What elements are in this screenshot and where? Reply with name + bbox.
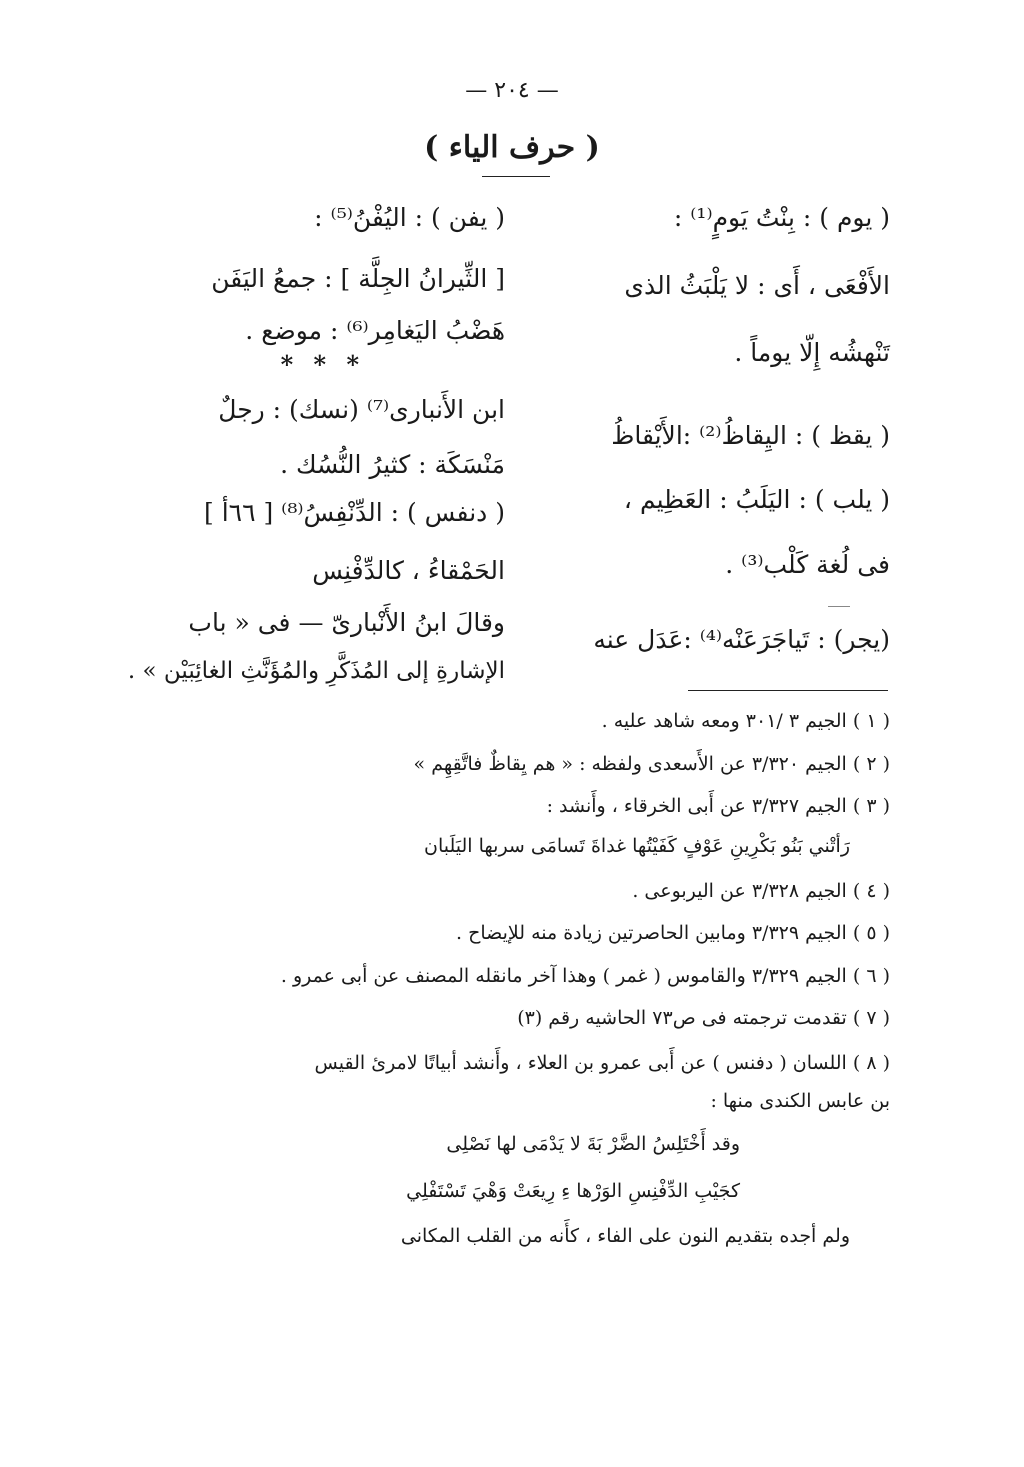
entry-line: [ الثِّيرانُ الجِلَّة ] : جمعُ اليَفَن [211,264,505,293]
entry-line: تَنْهشُه إِلّا يوماً . [734,338,890,367]
footnote: ( ٢ ) الجيم ٣/٣٢٠ عن الأَسعدى ولفظه : « هم يِقاظٌ فاتَّقِهِم » [413,753,890,775]
entry-line: الحَمْقاءُ ، كالدِّفْنِس [312,556,505,585]
footnote: ( ١ ) الجيم ٣ /٣٠١ ومعه شاهد عليه . [601,710,890,732]
footnote: بن عابس الكندى منها : [710,1090,890,1112]
entry-line: ( يقظ ) : اليِقاظُ⁽²⁾ :الأَيْقاظُ [611,421,890,450]
page-number: — ٢٠٤ — [465,78,559,103]
footnote: ولم أجده بتقديم النون على الفاء ، كأَنه من القلب المكانى [400,1225,850,1247]
footnote: ( ٦ ) الجيم ٣/٣٢٩ والقاموس ( غمر ) وهذا آخر مانقله المصنف عن أبى عمرو . [280,965,890,987]
entry-line: وقالَ ابنُ الأَنْبارىّ — فى « باب [188,608,505,637]
entry-line: الأَفْعَى ، أَى : لا يَلْبَثُ الذى [624,271,890,300]
entry-line: هَضْبُ اليَغامِر⁽⁶⁾ : موضع . [245,316,505,345]
entry-line: ابن الأَنبارى⁽⁷⁾ (نسك) : رجلٌ [218,395,505,424]
footnote-verse: كجَيْبِ الدِّفْنِسِ الوَرْها ءِ رِيعَتْ وَهْيَ تَسْتَفْلِي [406,1180,740,1202]
footnotes [150,0,890,1467]
entry-line: ( يوم ) : بِنْتُ يَومٍ⁽¹⁾ : [673,203,890,232]
entry-line: (يجر) : تَياجَرَعَنْه⁽⁴⁾ :عَدَل عنه [593,625,890,654]
entry-line: مَنْسَكَة : كثيرُ النُّسُك . [280,450,505,479]
section-separator-stars: * * * [280,350,365,379]
footnote: ( ٤ ) الجيم ٣/٣٢٨ عن اليربوعى . [632,880,890,902]
entry-line: ( يفن ) : اليُفْنُ⁽⁵⁾ : [314,203,505,232]
footnote: ( ٧ ) تقدمت ترجمته فى ص٧٣ الحاشيه رقم (٣) [517,1007,890,1029]
footnote: ( ٨ ) اللسان ( دفنس ) عن أَبى عمرو بن العلاء ، وأَنشد أبياتًا لامرئ القيس [314,1052,890,1074]
footnote-verse: رَأتْني بَنُو بَكْرِينِ عَوْفٍ كَفَيْتُها غداةَ تَسامَى سربها اليَلَبان [424,835,850,857]
footnote: ( ٣ ) الجيم ٣/٣٢٧ عن أَبى الخرقاء ، وأَنشد : [546,795,890,817]
entry-line: الإشارةِ إلى المُذَكَّرِ والمُؤَنَّثِ الغائِبَيْن » . [127,658,505,684]
chapter-heading: ( حرف الياء ) [424,130,600,165]
footnote: ( ٥ ) الجيم ٣/٣٢٩ ومابين الحاصرتين زيادة منه للإيضاح . [456,922,890,944]
entry-line: فى لُغة كَلْب⁽³⁾ . [725,550,890,579]
entry-line: ( يلب ) : اليَلَبُ : العَظِيم ، [623,485,890,514]
entry-line: ( دنفس ) : الدِّنْفِسُ⁽⁸⁾ [ ٦٦أ ] [204,498,505,527]
footnote-verse: وقد أَخْتَلِسُ الضَّرْ بَةَ لا يَدْمَى لها نَصْلِى [446,1133,740,1155]
